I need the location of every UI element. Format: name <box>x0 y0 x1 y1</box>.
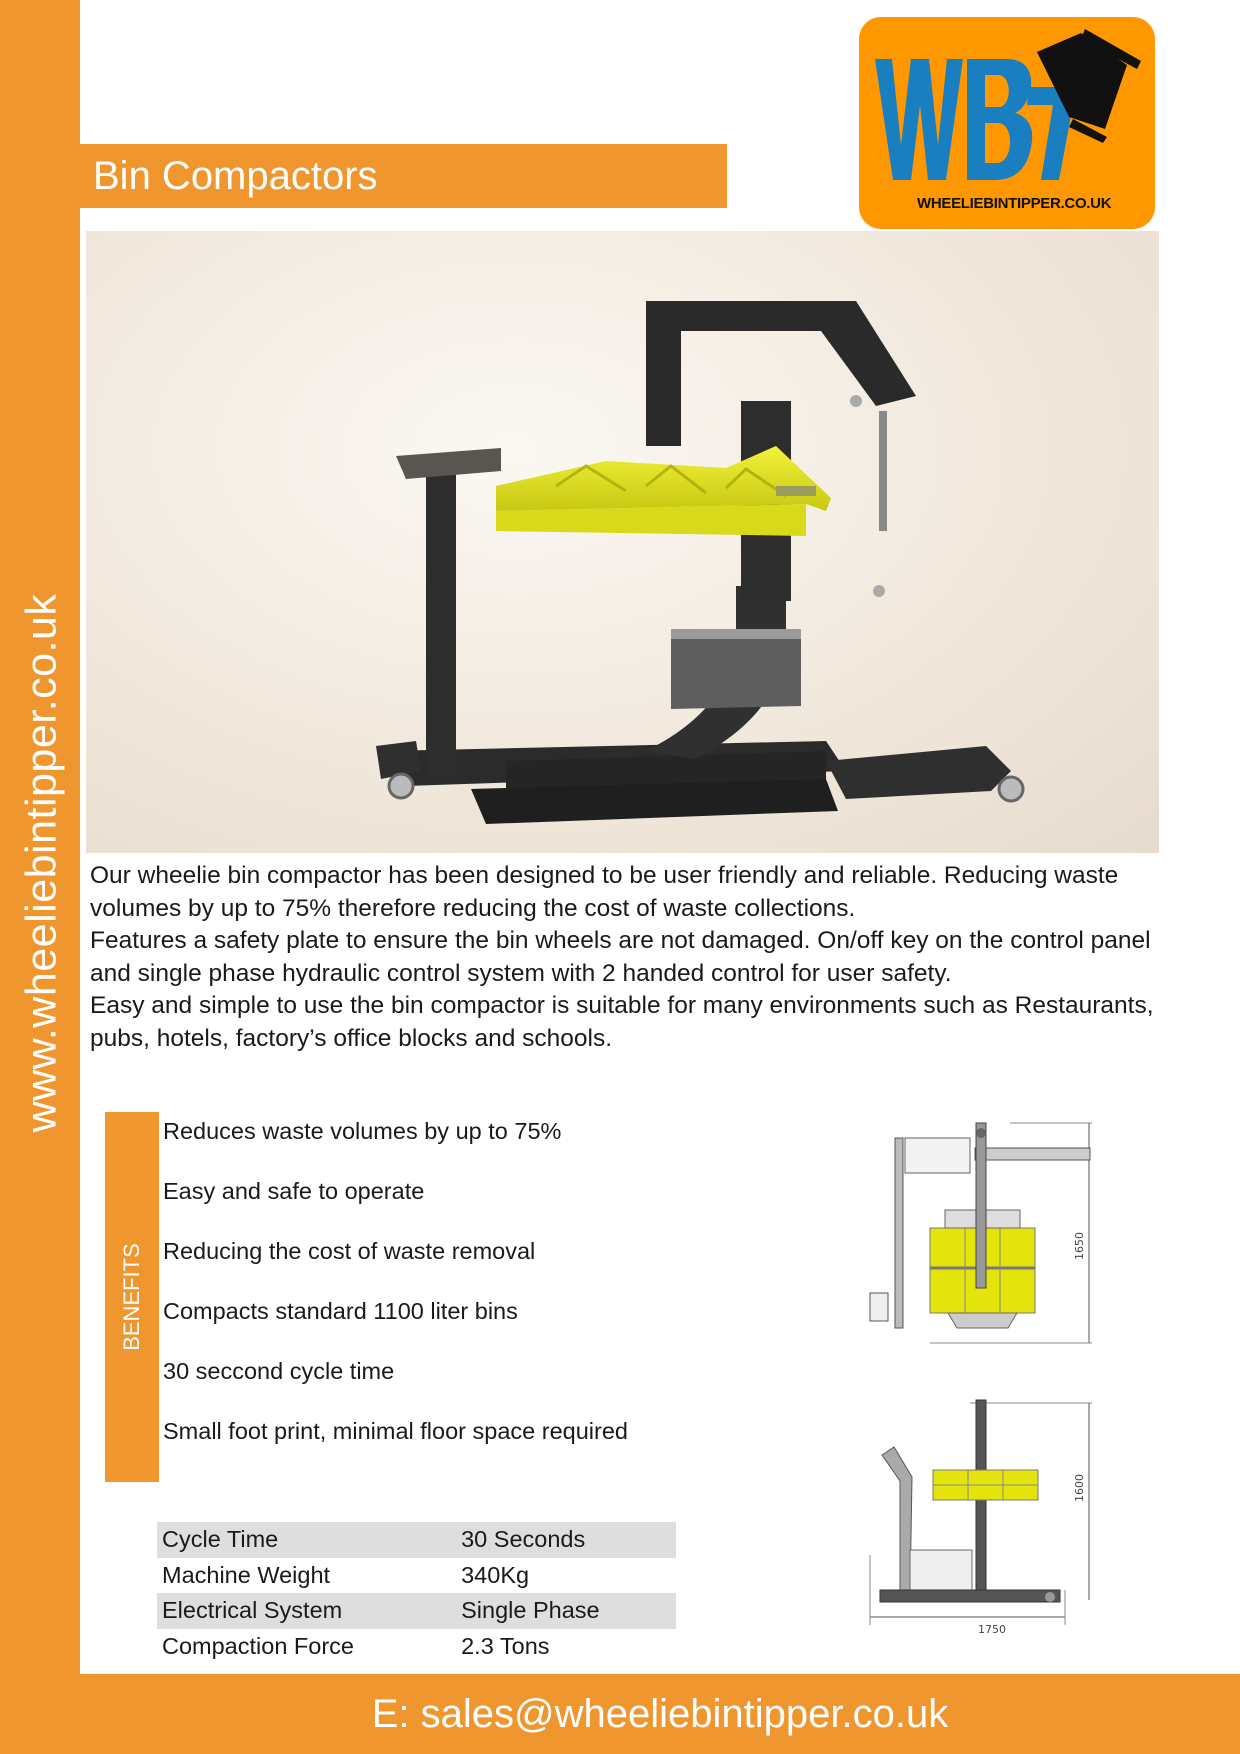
drawing-dimension: 1650 <box>1073 1232 1086 1260</box>
benefit-item: Compacts standard 1100 liter bins <box>163 1298 518 1324</box>
footer-bar <box>0 1674 1240 1754</box>
table-row <box>157 1629 676 1665</box>
description-paragraph: Our wheelie bin compactor has been designed to be user friendly and reliable. Reducing waste volumes by up to 75% therefore reducing the cost of waste collections. <box>90 862 1119 922</box>
technical-drawing-side <box>860 1395 1100 1640</box>
benefit-item: Reduces waste volumes by up to 75% <box>163 1118 562 1144</box>
spec-label: Electrical System <box>157 1593 456 1629</box>
benefits-list <box>163 1112 628 1472</box>
benefit-item: Reducing the cost of waste removal <box>163 1238 536 1264</box>
spec-label: Machine Weight <box>162 1561 331 1588</box>
spec-value: 30 Seconds <box>456 1522 676 1558</box>
bin-compactor-render <box>86 231 1159 853</box>
table-row <box>157 1522 676 1558</box>
description-paragraph: Easy and simple to use the bin compactor is suitable for many environments such as Restaurants, pubs, hotels, factory’s office blocks and schools. <box>90 992 1154 1052</box>
logo-caption: WHEELIEBINTIPPER.CO.UK <box>917 195 1112 212</box>
benefits-tab <box>105 1112 159 1482</box>
spec-label: Cycle Time <box>157 1522 456 1558</box>
contact-email: E: sales@wheeliebintipper.co.uk <box>371 1691 949 1736</box>
product-description <box>90 860 1170 1055</box>
website-vertical-text: www.wheeliebintipper.co.uk <box>17 593 66 1133</box>
product-image <box>86 231 1159 853</box>
benefit-item: Small foot print, minimal floor space required <box>163 1418 628 1444</box>
spec-value: 340Kg <box>461 1561 530 1588</box>
drawing-dimension: 1750 <box>978 1623 1006 1636</box>
spec-label: Compaction Force <box>162 1632 354 1659</box>
spec-value: 2.3 Tons <box>461 1632 550 1659</box>
wbt-logo <box>859 17 1155 229</box>
title-bar <box>80 144 727 208</box>
benefits-label: BENEFITS <box>119 1243 144 1351</box>
benefit-item: 30 seccond cycle time <box>163 1358 395 1384</box>
table-row <box>157 1558 676 1594</box>
table-row <box>157 1593 676 1629</box>
drawing-dimension: 1600 <box>1073 1474 1086 1502</box>
technical-drawing-top <box>860 1118 1100 1348</box>
spec-table <box>157 1522 676 1664</box>
page-title: Bin Compactors <box>93 153 378 198</box>
description-paragraph: Features a safety plate to ensure the bin wheels are not damaged. On/off key on the control panel and single phase hydraulic control system with 2 handed control for user safety. <box>90 927 1151 987</box>
spec-value: Single Phase <box>456 1593 676 1629</box>
benefit-item: Easy and safe to operate <box>163 1178 425 1204</box>
